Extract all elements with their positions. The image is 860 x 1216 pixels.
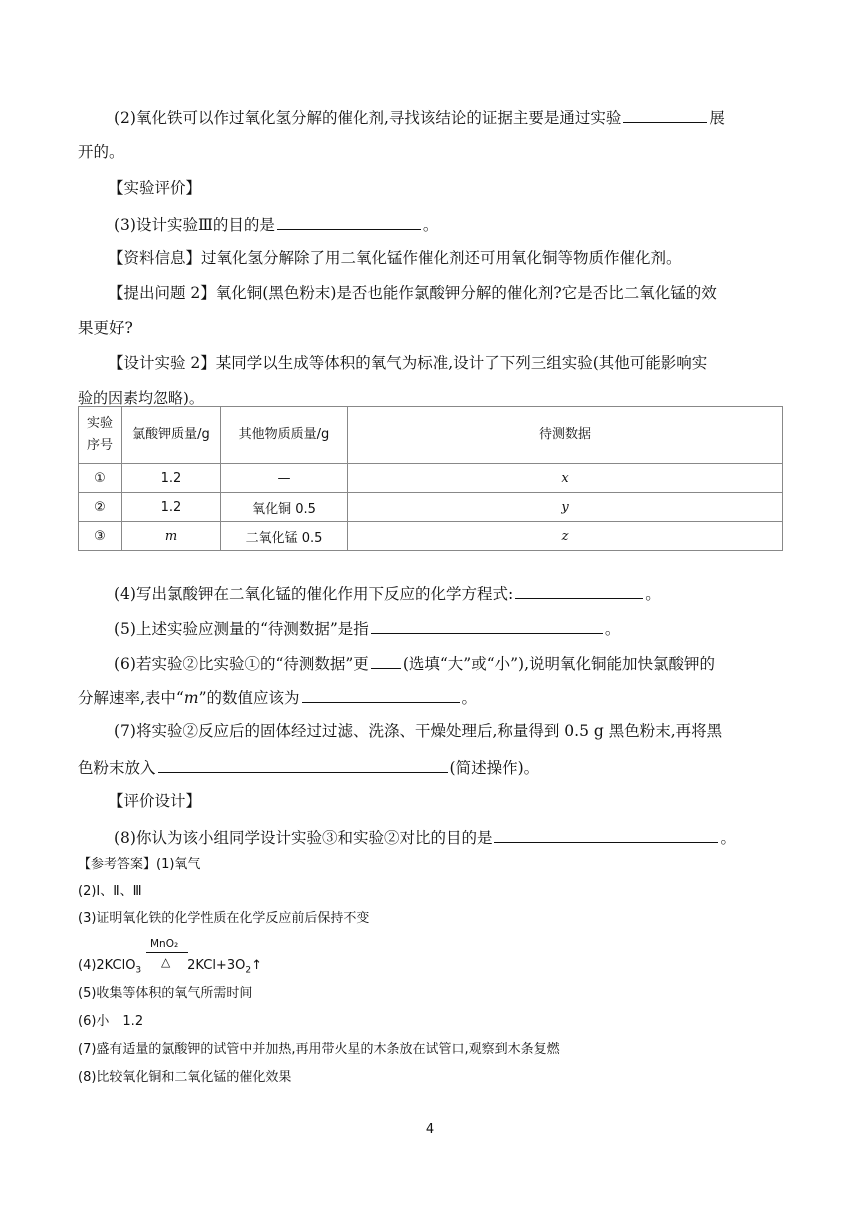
table-header: 实验 序号 (79, 407, 122, 464)
question-8: (8)你认为该小组同学设计实验③和实验②对比的目的是 。 (114, 826, 736, 848)
answer-blank (302, 686, 460, 703)
question-6: (6)若实验②比实验①的“待测数据”更 (选填“大”或“小”),说明氧化铜能加快氯酸钾的 (114, 652, 715, 674)
table-row: ① 1.2 — x (79, 464, 783, 493)
question-5: (5)上述实验应测量的“待测数据”是指 。 (114, 617, 620, 639)
section-heading: 【实验评价】 (108, 179, 202, 197)
info-paragraph: 【资料信息】过氧化氢分解除了用二氧化锰作催化剂还可用氧化铜等物质作催化剂。 (108, 249, 682, 267)
answer-2: (2)Ⅰ、Ⅱ、Ⅲ (78, 884, 142, 899)
answer-8: (8)比较氧化铜和二氧化锰的催化效果 (78, 1070, 292, 1085)
question-7: (7)将实验②反应后的固体经过过滤、洗涤、干燥处理后,称量得到 0.5 g 黑色粉末,再将黑 (114, 722, 723, 740)
answer-blank (277, 213, 421, 230)
table-header-row (79, 407, 783, 464)
catalyst-label: MnO₂ (150, 938, 179, 950)
table-header: 氯酸钾质量/g (122, 407, 221, 464)
question-2: (2)氧化铁可以作过氧化氢分解的催化剂,寻找该结论的证据主要是通过实验 展 (114, 106, 725, 128)
experiment-table (78, 406, 783, 551)
table-header: 待测数据 (348, 407, 783, 464)
heat-symbol: △ (161, 955, 171, 969)
table-row: ③ m 二氧化锰 0.5 z (79, 522, 783, 551)
answer-blank (371, 617, 603, 634)
problem-2: 【提出问题 2】氧化铜(黑色粉末)是否也能作氯酸钾分解的催化剂?它是否比二氧化锰的效 (108, 284, 717, 302)
question-3: (3)设计实验Ⅲ的目的是 。 (114, 213, 438, 235)
answer-5: (5)收集等体积的氧气所需时间 (78, 986, 253, 1001)
answer-blank (515, 582, 643, 599)
problem-2-cont: 果更好? (78, 319, 133, 337)
table-header: 其他物质质量/g (221, 407, 348, 464)
question-7-cont: 色粉末放入 (简述操作)。 (78, 756, 539, 778)
question-6-cont: 分解速率,表中“m”的数值应该为 。 (78, 686, 477, 708)
answer-1: 【参考答案】(1)氧气 (78, 857, 201, 872)
design-2-cont: 验的因素均忽略)。 (78, 389, 204, 407)
answer-blank (494, 826, 718, 843)
answer-blank (371, 652, 401, 669)
section-heading: 【评价设计】 (108, 792, 202, 810)
reaction-bar (146, 952, 188, 953)
question-2-cont: 开的。 (78, 143, 125, 161)
table-row: ② 1.2 氧化铜 0.5 y (79, 493, 783, 522)
question-4: (4)写出氯酸钾在二氧化锰的催化作用下反应的化学方程式: 。 (114, 582, 661, 604)
answer-blank (158, 756, 448, 773)
answer-3: (3)证明氧化铁的化学性质在化学反应前后保持不变 (78, 911, 370, 926)
answer-6: (6)小 1.2 (78, 1014, 144, 1029)
answer-7: (7)盛有适量的氯酸钾的试管中并加热,再用带火星的木条放在试管口,观察到木条复燃 (78, 1042, 560, 1057)
answer-4: (4)2KClO$_3$ $2KCl+3O_2↑$ (78, 958, 262, 976)
page-number: 4 (425, 1122, 435, 1137)
answer-blank (623, 106, 707, 123)
design-2: 【设计实验 2】某同学以生成等体积的氧气为标准,设计了下列三组实验(其他可能影响实 (108, 354, 708, 372)
